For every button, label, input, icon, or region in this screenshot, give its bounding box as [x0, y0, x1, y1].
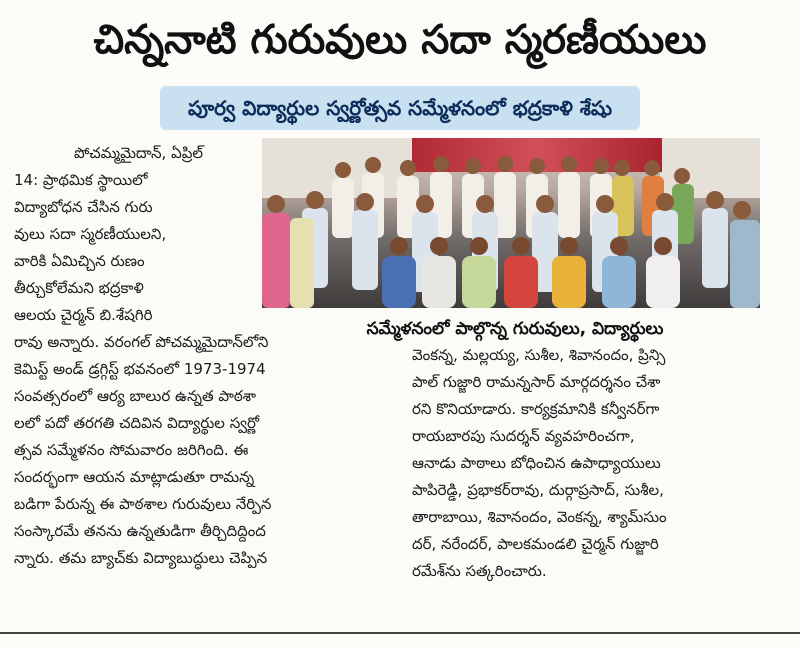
- text-line: పాపిరెడ్డి, ప్రభాకర్‌రావు, దుర్గాప్రసాద్, సుశీల,: [412, 481, 664, 499]
- text-line: పోచమ్మమైదాన్, ఏప్రిల్: [74, 144, 204, 162]
- text-line: రమేశ్‌ను సత్కరించారు.: [412, 562, 547, 580]
- text-line: తీర్చుకోలేమని భద్రకాళి: [14, 279, 144, 297]
- text-line: న్నారు. తమ బ్యాచ్‌కు విద్యాబుద్ధులు చెప్పిన: [14, 549, 268, 567]
- text-line: సంవత్సరంలో ఆర్య బాలుర ఉన్నత పాఠశా: [14, 387, 257, 405]
- headline: చిన్ననాటి గురువులు సదా స్మరణీయులు: [93, 17, 707, 63]
- text-line: త్సవ సమ్మేళనం సోమవారం జరిగింది. ఈ: [14, 441, 249, 459]
- text-line: కెమిస్ట్ అండ్ డ్రగ్గిస్ట్ భవనంలో 1973-1974: [14, 360, 266, 378]
- text-line: దర్, నరేందర్, పాలకమండలి చైర్మన్ గుజ్జారి: [412, 535, 659, 553]
- text-line: రాయబారపు సుదర్శన్ వ్యవహరించగా,: [412, 427, 635, 445]
- article-column-right: [412, 342, 772, 585]
- text-line: సంస్కారమే తనను ఉన్నతుడిగా తీర్చిదిద్దింద: [14, 522, 266, 540]
- text-line: 14: ప్రాథమిక స్థాయిలో: [14, 171, 148, 189]
- photo-caption: సమ్మేళనంలో పాల్గొన్న గురువులు, విద్యార్థులు: [366, 319, 664, 339]
- bottom-rule: [0, 632, 800, 634]
- text-line: వులు సదా స్మరణీయులని,: [14, 225, 167, 243]
- text-line: విద్యాబోధన చేసిన గురు: [14, 198, 153, 216]
- text-line: ఆలయ చైర్మన్ బి.శేషగిరి: [14, 306, 153, 324]
- text-line: పాల్ గుజ్జారి రామన్నసార్ మార్గదర్శనం చేశా: [412, 373, 661, 391]
- text-line: తారాబాయి, శివానందం, వెంకన్న, శ్యామ్‌సుం: [412, 508, 667, 526]
- text-line: ఆనాడు పాఠాలు బోధించిన ఉపాధ్యాయులు: [412, 454, 661, 472]
- text-line: వారికి ఏమిచ్చిన రుణం: [14, 252, 145, 270]
- text-line: సందర్భంగా ఆయన మాట్లాడుతూ రామన్న: [14, 468, 255, 486]
- article-column-left: [14, 140, 396, 572]
- text-line: రావు అన్నారు. వరంగల్ పోచమ్మమైదాన్‌లోని: [14, 333, 269, 351]
- text-line: రని కొనియాడారు. కార్యక్రమానికి కన్వీనర్‌గా: [412, 400, 660, 418]
- text-line: లలో పదో తరగతి చదివిన విద్యార్థుల స్వర్ణో: [14, 414, 259, 432]
- text-line: బడిగా పేరున్న ఈ పాఠశాల గురువులు నేర్పిన: [14, 495, 272, 513]
- text-line: వెంకన్న, మల్లయ్య, సుశీల, శివానందం, ప్రిన్సి: [412, 346, 666, 364]
- subheadline: పూర్వ విద్యార్థుల స్వర్ణోత్సవ సమ్మేళనంలో భద్రకాళి శేషు: [187, 96, 613, 120]
